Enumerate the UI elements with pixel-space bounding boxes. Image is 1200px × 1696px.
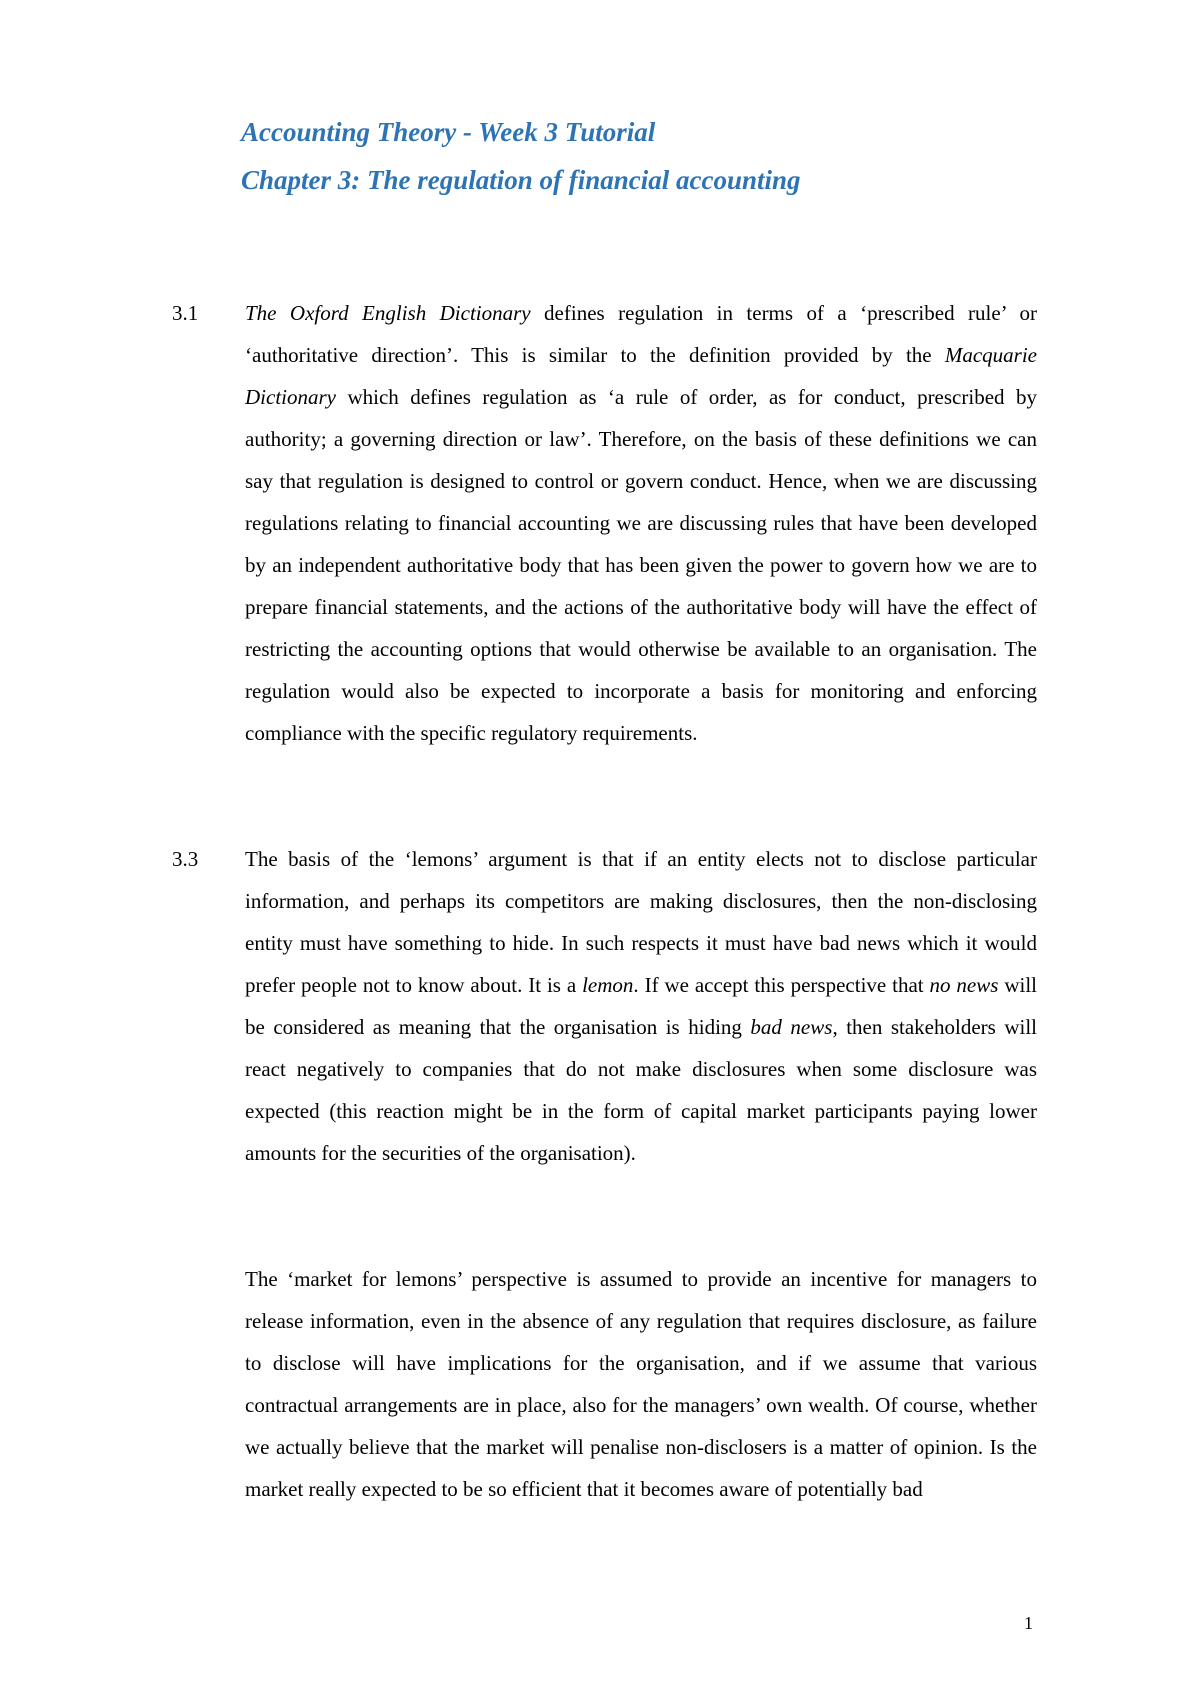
text-span: The basis of the ‘lemons’ argument is that if an entity elects not to disclose particular information, and perhaps its competitors are making disclosures, then the non-disclosing entity must have something to hide. In such respects it must have bad news which it would prefer people not to know about. It is a xyxy=(245,847,1037,997)
text-span: will be considered as meaning that the organisation is hiding xyxy=(245,973,1037,1039)
document-title: Accounting Theory - Week 3 Tutorial xyxy=(241,117,656,147)
document-header xyxy=(241,108,1061,204)
text-span: . If we accept this perspective that xyxy=(633,973,930,997)
section-paragraph xyxy=(245,292,1037,754)
section-paragraph xyxy=(245,838,1037,1174)
chapter-title: Chapter 3: The regulation of financial accounting xyxy=(241,165,801,195)
emphasis: lemon xyxy=(582,973,634,997)
section-number: 3.1 xyxy=(172,301,199,325)
text-span: which defines regulation as ‘a rule of order, as for conduct, prescribed by authority; a governing direction or law’. Therefore, on the basis of these definitions we can say that regulation is designed to control or govern conduct. Hence, when we are discussing regulations relating to financial accounting we are discussing rules that have been developed by an independent authoritative body that has been given the power to govern how we are to prepare financial statements, and the actions of the authoritative body will have the effect of restricting the accounting options that would otherwise be available to an organisation. The regulation would also be expected to incorporate a basis for monitoring and enforcing compliance with the specific regulatory requirements. xyxy=(245,385,1037,745)
book-title: Macquarie Dictionary xyxy=(245,343,1037,409)
emphasis: no news xyxy=(929,973,999,997)
page-number: 1 xyxy=(1024,1613,1033,1633)
emphasis: bad news xyxy=(750,1015,833,1039)
book-title: The Oxford English Dictionary xyxy=(245,301,531,325)
section-number: 3.3 xyxy=(172,847,199,871)
text-span: defines regulation in terms of a ‘prescribed rule’ or ‘authoritative direction’. This is similar to the definition provided by the xyxy=(245,301,1037,367)
text-span: , then stakeholders will react negatively to companies that do not make disclosures when some disclosure was expected (this reaction might be in the form of capital market participants paying lower amounts for the securities of the organisation). xyxy=(245,1015,1038,1165)
section-paragraph: The ‘market for lemons’ perspective is assumed to provide an incentive for managers to release information, even in the absence of any regulation that requires disclosure, as failure to disclose will have implications for the organisation, and if we assume that various contractual arrangements are in place, also for the managers’ own wealth. Of course, whether we actually believe that the market will penalise non-disclosers is a matter of opinion. Is the market really expected to be so efficient that it becomes aware of potentially bad xyxy=(245,1267,1037,1501)
